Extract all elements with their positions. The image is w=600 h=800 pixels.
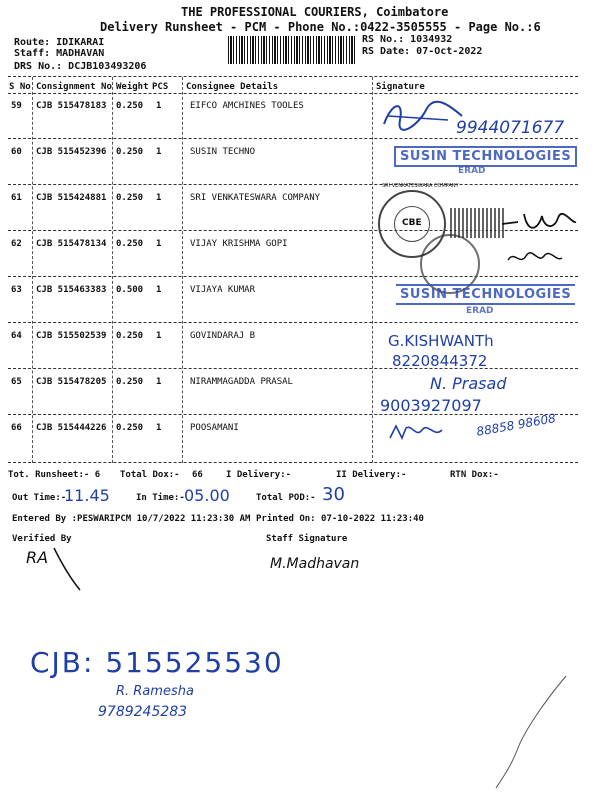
row-sno: 60 bbox=[11, 147, 22, 157]
stamp-text: SUSIN TECHNOLOGIES bbox=[400, 149, 572, 164]
staff-signature-label: Staff Signature bbox=[266, 534, 348, 544]
seal-text: SRI VENKATESWARA COMPANY bbox=[382, 183, 459, 189]
ii-delivery: II Delivery:- bbox=[336, 470, 407, 480]
row-consignee: VIJAYA KUMAR bbox=[190, 285, 256, 295]
row-sno: 64 bbox=[11, 331, 22, 341]
total-pod-value: 30 bbox=[322, 484, 345, 505]
row-weight: 0.500 bbox=[116, 285, 144, 295]
row-consignment: CJB 515478205 bbox=[36, 377, 107, 387]
row-consignment: CJB 515463383 bbox=[36, 285, 107, 295]
col-weight: Weight bbox=[116, 82, 149, 92]
rtn-dox: RTN Dox:- bbox=[450, 470, 499, 480]
row-consignment: CJB 515424881 bbox=[36, 193, 107, 203]
row-weight: 0.250 bbox=[116, 101, 144, 111]
handwritten-phone: 9789245283 bbox=[98, 704, 188, 720]
stamp-text: SUSIN TECHNOLOGIES bbox=[400, 287, 572, 302]
sticker-barcode bbox=[450, 208, 504, 238]
drs-number: DRS No.: DCJB103493206 bbox=[14, 61, 147, 72]
stamp-subtext: ERAD bbox=[466, 306, 494, 316]
route: Route: IDIKARAI bbox=[14, 37, 105, 48]
company-stamp bbox=[396, 284, 575, 305]
receiver-phone-handwritten: 8220844372 bbox=[392, 352, 488, 370]
row-rule bbox=[8, 414, 578, 415]
verified-by: Verified By bbox=[12, 534, 72, 544]
col-signature: Signature bbox=[376, 82, 425, 92]
printed-on: Printed On: 07-10-2022 11:23:40 bbox=[256, 514, 424, 524]
staff: Staff: MADHAVAN bbox=[14, 48, 105, 59]
receiver-phone-handwritten: 88858 98608 bbox=[475, 411, 557, 439]
company-title: THE PROFESSIONAL COURIERS, Coimbatore bbox=[181, 5, 449, 19]
signature-scribble bbox=[378, 96, 468, 136]
row-consignee: NIRAMMAGADDA PRASAL bbox=[190, 377, 293, 387]
row-rule bbox=[8, 276, 578, 277]
row-consignment: CJB 515478134 bbox=[36, 239, 107, 249]
row-rule bbox=[8, 138, 578, 139]
row-consignment: CJB 515444226 bbox=[36, 423, 107, 433]
row-weight: 0.250 bbox=[116, 423, 144, 433]
row-pcs: 1 bbox=[156, 377, 162, 387]
seal-center: CBE bbox=[402, 218, 422, 228]
row-sno: 61 bbox=[11, 193, 22, 203]
phone-handwritten: 9944071677 bbox=[456, 118, 565, 138]
stamp-subtext: ERAD bbox=[458, 166, 486, 176]
table-header-rule bbox=[8, 93, 578, 94]
row-pcs: 1 bbox=[156, 423, 162, 433]
row-consignee: GOVINDARAJ B bbox=[190, 331, 256, 341]
table-bottom-rule bbox=[8, 462, 578, 463]
pen-stroke bbox=[474, 672, 574, 792]
row-weight: 0.250 bbox=[116, 377, 144, 387]
row-weight: 0.250 bbox=[116, 147, 144, 157]
row-pcs: 1 bbox=[156, 193, 162, 203]
receiver-signature-handwritten: N. Prasad bbox=[430, 374, 507, 393]
row-weight: 0.250 bbox=[116, 331, 144, 341]
row-weight: 0.250 bbox=[116, 193, 144, 203]
barcode bbox=[228, 36, 356, 64]
row-consignee: SRI VENKATESWARA COMPANY bbox=[190, 193, 321, 203]
table-top-rule bbox=[8, 76, 578, 77]
row-consignee: EIFCO AMCHINES TOOLES bbox=[190, 101, 304, 111]
total-runsheet: Tot. Runsheet:- 6 bbox=[8, 470, 101, 480]
row-pcs: 1 bbox=[156, 101, 162, 111]
col-consignment: Consignment No bbox=[36, 82, 112, 92]
row-pcs: 1 bbox=[156, 239, 162, 249]
row-consignee: POOSAMANI bbox=[190, 423, 239, 433]
total-pod-label: Total POD:- bbox=[256, 493, 316, 503]
receiver-phone-handwritten: 9003927097 bbox=[380, 396, 482, 415]
out-time-value: 11.45 bbox=[64, 486, 110, 505]
row-pcs: 1 bbox=[156, 147, 162, 157]
runsheet-subtitle: Delivery Runsheet - PCM - Phone No.:0422-3505555 - Page No.:6 bbox=[100, 20, 541, 34]
row-rule bbox=[8, 368, 578, 369]
row-sno: 63 bbox=[11, 285, 22, 295]
rs-number: RS No.: 1034932 bbox=[362, 34, 453, 45]
staff-signature-handwritten: M.Madhavan bbox=[270, 556, 360, 572]
row-consignment: CJB 515478183 bbox=[36, 101, 107, 111]
row-consignee: SUSIN TECHNO bbox=[190, 147, 256, 157]
col-consignee: Consignee Details bbox=[186, 82, 279, 92]
col-pcs: PCS bbox=[152, 82, 169, 92]
rs-date: RS Date: 07-Oct-2022 bbox=[362, 46, 483, 57]
verified-signature: RA bbox=[26, 548, 49, 567]
in-time-label: In Time:- bbox=[136, 493, 185, 503]
col-divider bbox=[112, 77, 113, 463]
col-divider bbox=[182, 77, 183, 463]
row-consignment: CJB 515502539 bbox=[36, 331, 107, 341]
row-sno: 62 bbox=[11, 239, 22, 249]
total-dox-label: Total Dox:- bbox=[120, 470, 180, 480]
company-stamp bbox=[394, 146, 577, 167]
i-delivery: I Delivery:- bbox=[226, 470, 292, 480]
row-consignment: CJB 515452396 bbox=[36, 147, 107, 157]
signature-stroke bbox=[52, 544, 82, 594]
row-rule bbox=[8, 322, 578, 323]
entered-by: Entered By :PESWARIPCM 10/7/2022 11:23:30 AM bbox=[12, 514, 251, 524]
row-sno: 66 bbox=[11, 423, 22, 433]
col-divider bbox=[32, 77, 33, 463]
col-divider bbox=[372, 77, 373, 463]
row-pcs: 1 bbox=[156, 331, 162, 341]
row-sno: 59 bbox=[11, 101, 22, 111]
signature-scribble bbox=[498, 204, 578, 236]
signature-scribble bbox=[504, 246, 564, 270]
handwritten-consignment: CJB: 515525530 bbox=[30, 646, 284, 679]
row-rule bbox=[8, 184, 578, 185]
total-dox-value: 66 bbox=[192, 470, 203, 480]
receiver-name-handwritten: G.KISHWANTh bbox=[388, 332, 494, 350]
row-pcs: 1 bbox=[156, 285, 162, 295]
row-weight: 0.250 bbox=[116, 239, 144, 249]
in-time-value: 05.00 bbox=[184, 486, 230, 505]
row-sno: 65 bbox=[11, 377, 22, 387]
row-consignee: VIJAY KRISHMA GOPI bbox=[190, 239, 288, 249]
handwritten-name: R. Ramesha bbox=[116, 684, 194, 699]
out-time-label: Out Time:- bbox=[12, 493, 67, 503]
signature-scribble bbox=[386, 420, 446, 444]
col-sno: S No bbox=[9, 82, 31, 92]
